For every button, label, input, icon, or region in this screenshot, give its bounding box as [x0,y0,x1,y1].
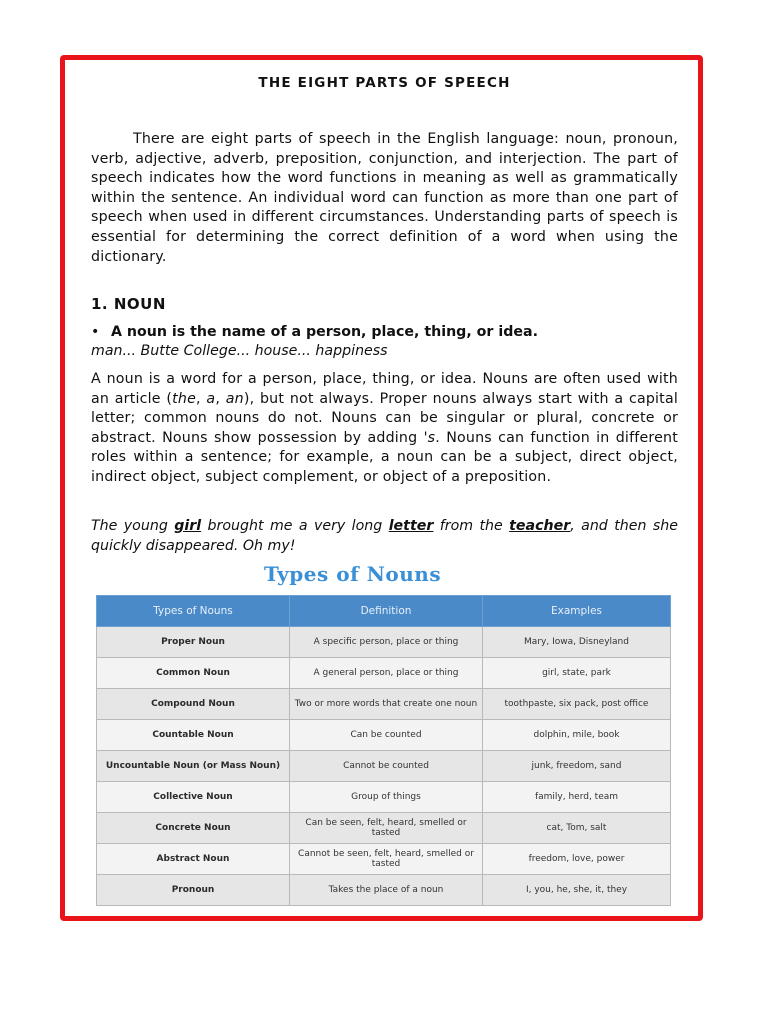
noun-definition-bullet [91,324,538,340]
noun-definition: A noun is the name of a person, place, thing, or idea. [111,324,538,340]
table-row: Pronoun Takes the place of a noun I, you, he, she, it, they [97,875,671,906]
example-sentence: The young girl brought me a very long letter from the teacher, and then she quickly disappeared. Oh my! [91,518,678,554]
page-title: THE EIGHT PARTS OF SPEECH [258,75,511,91]
table-row: Uncountable Noun (or Mass Noun) Cannot be counted junk, freedom, sand [97,751,671,782]
highlight-teacher: teacher [509,518,571,534]
highlight-girl: girl [174,518,202,534]
column-header: Definition [290,596,483,627]
table-row: Abstract Noun Cannot be seen, felt, heard, smelled or tasted freedom, love, power [97,844,671,875]
types-of-nouns-table [96,595,671,906]
table-row: Concrete Noun Can be seen, felt, heard, smelled or tasted cat, Tom, salt [97,813,671,844]
column-header: Examples [483,596,671,627]
figure-title: Types of Nouns [264,562,442,586]
intro-paragraph: There are eight parts of speech in the English language: noun, pronoun, verb, adjective, adverb, preposition, conjunction, and interjection. The part of speech indicates how the word functions in meaning as well as grammatically within the sentence. An individual word can function as more than one part of speech when used in different circumstances. Understanding parts of speech is essential for determining the correct definition of a word when using the dictionary. [91,131,678,265]
column-header: Types of Nouns [97,596,290,627]
table-header-row [97,596,671,627]
table-row: Common Noun A general person, place or thing girl, state, park [97,658,671,689]
noun-explanation: A noun is a word for a person, place, thing, or idea. Nouns are often used with an article (the, a, an), but not always. Proper nouns always start with a capital letter; common nouns do not. Nouns can be singular or plural, concrete or abstract. Nouns show possession by adding 's. Nouns can function in different roles within a sentence; for example, a noun can be a subject, direct object, indirect object, subject complement, or object of a preposition. [91,371,678,485]
types-of-nouns-figure [92,562,676,906]
table-row: Collective Noun Group of things family, herd, team [97,782,671,813]
section-heading-noun: 1. NOUN [91,295,166,313]
table-row: Proper Noun A specific person, place or thing Mary, Iowa, Disneyland [97,627,671,658]
bullet-icon: • [91,324,100,340]
noun-examples: man... Butte College... house... happiness [91,343,388,359]
highlight-letter: letter [388,518,434,534]
table-row: Compound Noun Two or more words that create one noun toothpaste, six pack, post office [97,689,671,720]
table-row: Countable Noun Can be counted dolphin, mile, book [97,720,671,751]
